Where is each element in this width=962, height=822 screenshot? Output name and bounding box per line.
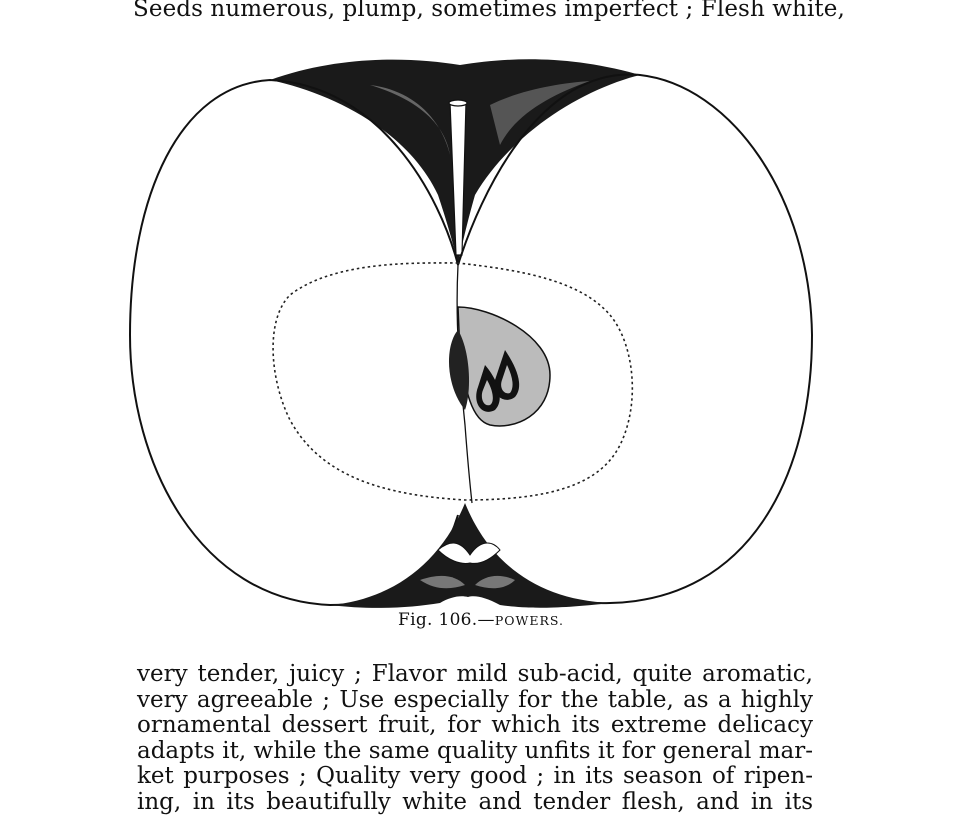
figure-name: POWERS. [494,613,564,628]
top-text-line: Seeds numerous, plump, sometimes imperfect ; Flesh white, [133,0,845,22]
body-line: adapts it, while the same quality unfits it for general mar- [137,737,813,764]
body-line: very agreeable ; Use especially for the table, as a highly [137,686,813,713]
apple-left-half [130,80,458,605]
body-line: ing, in its beautifully white and tender flesh, and in its [137,788,813,815]
body-line: ornamental dessert fruit, for which its extreme delicacy [137,712,813,738]
figure-caption [0,610,962,630]
body-line: very tender, juicy ; Flavor mild sub-acid, quite aromatic, [137,661,813,687]
body-line: ket purposes ; Quality very good ; in its season of ripen- [137,763,813,789]
figure-label: Fig. 106.— [398,610,495,630]
body-paragraph [137,662,813,815]
apple-cross-section-illustration [120,45,830,615]
